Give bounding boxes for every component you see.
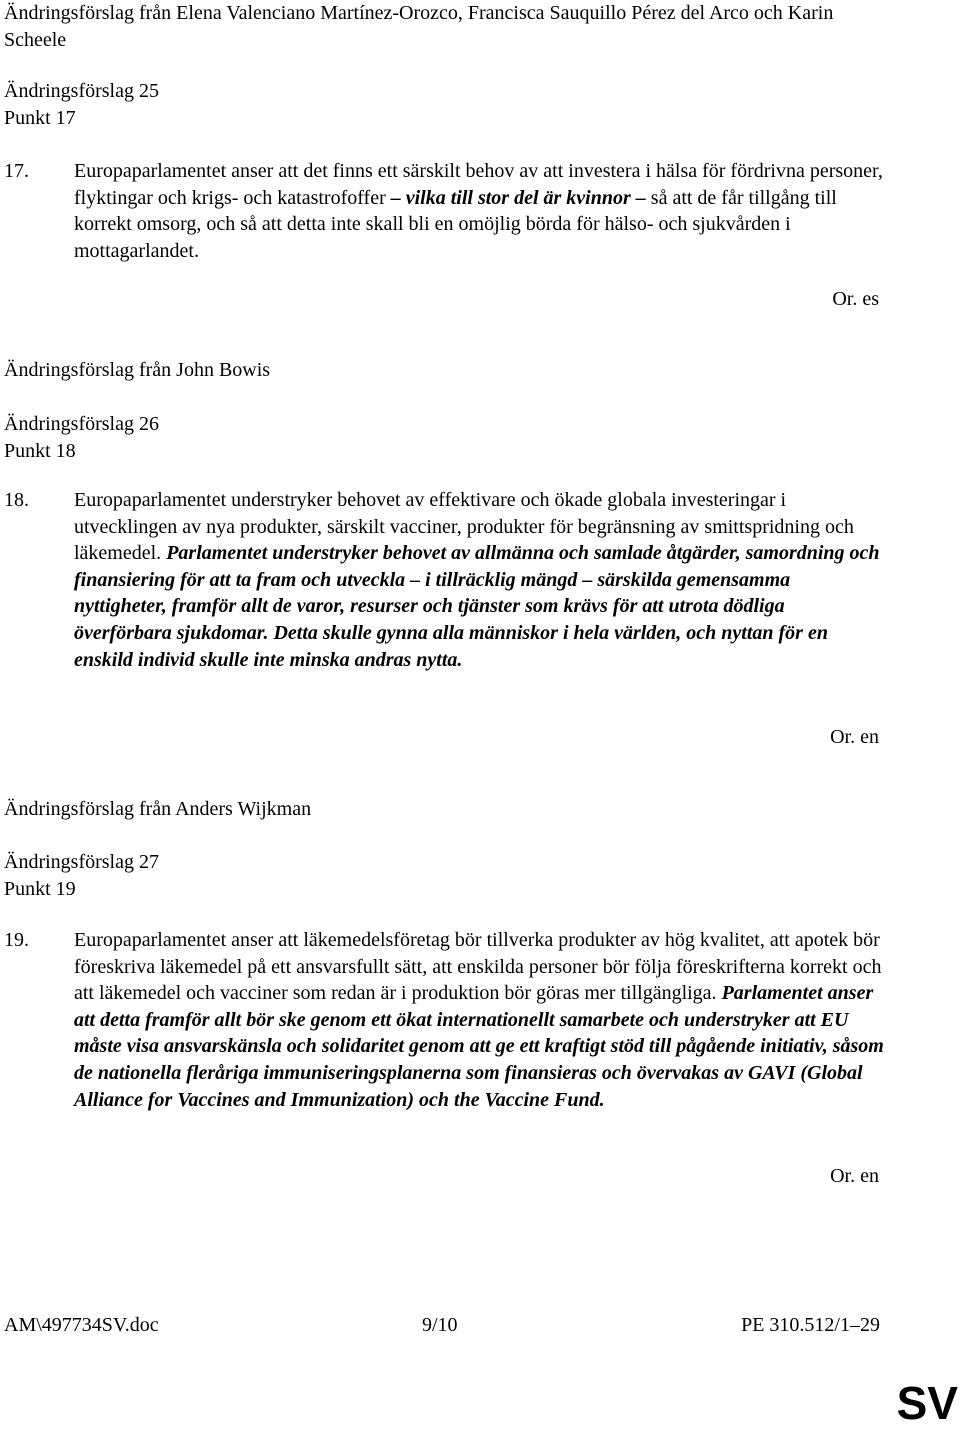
amendment-25-paragraph <box>4 158 884 264</box>
amendment-27-paragraph <box>4 927 884 1113</box>
amendment-27-authors: Ändringsförslag från Anders Wijkman <box>4 798 312 820</box>
amendment-25-title: Ändringsförslag 25 <box>4 80 159 102</box>
footer-pe-reference: PE 310.512/1–29 <box>741 1314 880 1336</box>
amendment-27-point: Punkt 19 <box>4 878 76 900</box>
text-plain-before: Europaparlamentet anser att det finns ett särskilt behov av att investera i hälsa för fördrivna personer, flyktingar och krigs- och katastrofoffer <box>74 160 883 209</box>
paragraph-text <box>74 927 884 1113</box>
amendment-26-authors: Ändringsförslag från John Bowis <box>4 359 271 381</box>
paragraph-number: 18. <box>4 489 29 511</box>
text-plain: Europaparlamentet understryker behovet av effektivare och ökade globala investeringar i utvecklingen av nya produkter, särskilt vacciner, produkter för begränsning av smittspridning och läkemedel. <box>74 489 854 565</box>
amendment-25-original-language: Or. es <box>832 288 879 310</box>
text-plain: Europaparlamentet anser att läkemedelsföretag bör tillverka produkter av hög kvalitet, att apotek bör föreskriva läkemedel på ett ansvarsfullt sätt, att enskilda personer bör följa föreskrifterna korrekt och att läkemedel och vacciner som redan är i produktion bör göras mer tillgängliga. <box>74 929 882 1005</box>
amendment-26-original-language: Or. en <box>830 726 879 748</box>
paragraph-text <box>74 487 884 673</box>
paragraph-number: 17. <box>4 160 29 182</box>
text-emphasis: Parlamentet understryker behovet av allmänna och samlade åtgärder, samordning och finansiering för att ta fram och utveckla – i tillräcklig mängd – särskilda gemensamma nyttigheter, framför allt de varor, resurser och tjänster som krävs för att utrota dödliga överförbara sjukdomar. Detta skulle gynna alla människor i hela världen, och nyttan för en enskild individ skulle inte minska andras nytta. <box>74 542 880 671</box>
text-emphasis: Parlamentet anser att detta framför allt bör ske genom ett ökat internationellt samarbete och understryker att EU måste visa ansvarskänsla och solidaritet genom att ge ett kraftigt stöd till pågående initiativ, såsom de nationella fleråriga immuniseringsplanerna som finansieras och övervakas av GAVI (Global Alliance for Vaccines and Immunization) och the Vaccine Fund. <box>74 982 884 1111</box>
paragraph-number: 19. <box>4 929 29 951</box>
page-footer <box>4 1312 880 1338</box>
amendment-27-title: Ändringsförslag 27 <box>4 851 159 873</box>
language-badge: SV <box>896 1377 958 1429</box>
text-emphasis: – vilka till stor del är kvinnor – <box>390 186 646 209</box>
text-plain-after: så att de får tillgång till korrekt omsorg, och så att detta inte skall bli en omöjlig börda för hälso- och sjukvården i mottagarlandet. <box>74 186 837 262</box>
amendment-27-original-language: Or. en <box>830 1165 879 1187</box>
amendment-25-authors: Ändringsförslag från Elena Valenciano Martínez-Orozco, Francisca Sauquillo Pérez del Arco och Karin Scheele <box>4 2 834 51</box>
paragraph-text <box>74 158 884 264</box>
footer-document-reference: AM\497734SV.doc <box>4 1314 159 1336</box>
amendment-25-point: Punkt 17 <box>4 107 76 129</box>
amendment-26-title: Ändringsförslag 26 <box>4 413 159 435</box>
amendment-26-point: Punkt 18 <box>4 440 76 462</box>
amendment-26-paragraph <box>4 487 884 673</box>
footer-page-number: 9/10 <box>422 1314 458 1336</box>
